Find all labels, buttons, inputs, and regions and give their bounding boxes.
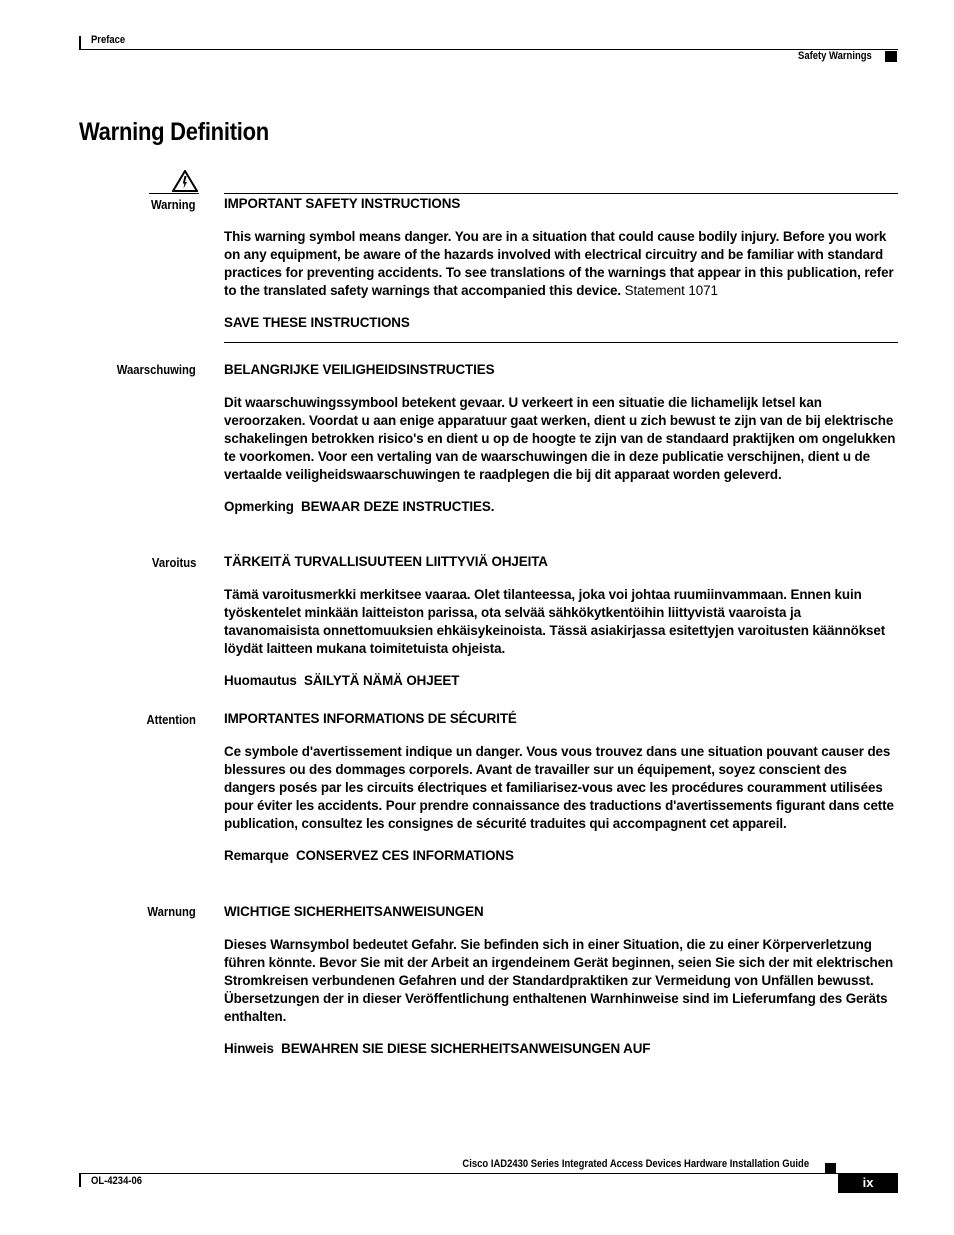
note-label: Opmerking (224, 499, 294, 514)
note-text: BEWAAR DEZE INSTRUCTIES. (301, 499, 495, 514)
section-label-warning: Warning (151, 198, 196, 212)
section-heading: TÄRKEITÄ TURVALLISUUTEEN LIITTYVIÄ OHJEITA (224, 554, 548, 569)
section-heading: IMPORTANT SAFETY INSTRUCTIONS (224, 196, 461, 211)
warning-triangle-icon (172, 170, 198, 192)
warning-icon-rule (149, 193, 199, 194)
statement-number: Statement 1071 (624, 283, 718, 298)
section-body: Dit waarschuwingssymbool betekent gevaar. U verkeert in een situatie die lichamelijk letsel kan veroorzaken. Voordat u aan enige apparatuur gaat werken, dient u zich bewust te zijn van de bij elektrische schakelingen betrokken risico's en dient u op de hoogte te zijn van de standaard praktijken om ongelukken te voorkomen. Voor een vertaling van de waarschuwingen die in deze publicatie verschijnen, dient u de vertaalde veiligheidswaarschuwingen te raadplegen die bij dit apparaat worden geleverd. (224, 395, 896, 482)
note-label: Hinweis (224, 1041, 274, 1056)
note-text: SÄILYTÄ NÄMÄ OHJEET (304, 673, 460, 688)
header-marker (885, 51, 897, 62)
section-heading: WICHTIGE SICHERHEITSANWEISUNGEN (224, 904, 484, 919)
page-number: ix (862, 1175, 874, 1190)
section-body: Dieses Warnsymbol bedeutet Gefahr. Sie befinden sich in einer Situation, die zu einer Körperverletzung führen könnte. Bevor Sie mit der Arbeit an irgendeinem Gerät beginnen, seien Sie sich der mit elektrischen Stromkreisen verbundenen Gefahren und der Standardpraktiken zur Vermeidung von Unfällen bewusst. Übersetzungen der in dieser Veröffentlichung enthaltenen Warnhinweise sind im Lieferumfang des Geräts enthalten. (224, 937, 894, 1024)
footer-rule (79, 1173, 839, 1174)
section-body: Ce symbole d'avertissement indique un danger. Vous vous trouvez dans une situation pouvant causer des blessures ou des dommages corporels. Avant de travailler sur un équipement, soyez conscient des dangers posés par les circuits électriques et familiarisez-vous avec les procédures couramment utilisées pour éviter les accidents. Pour prendre connaissance des traductions d'avertissements figurant dans cette publication, consultez les consignes de sécurité traduites qui accompagnent cet appareil. (224, 744, 894, 831)
section-warning-nl (224, 361, 898, 516)
section-label-german: Warnung (147, 905, 196, 919)
section-heading: BELANGRIJKE VEILIGHEIDSINSTRUCTIES (224, 362, 495, 377)
section-warning-fi (224, 553, 898, 690)
page-title: Warning Definition (79, 118, 269, 146)
footer-left-bar (79, 1173, 81, 1187)
header-section: Safety Warnings (798, 50, 872, 62)
section-note: SAVE THESE INSTRUCTIONS (224, 315, 410, 330)
section-body: Tämä varoitusmerkki merkitsee vaaraa. Olet tilanteessa, joka voi johtaa ruumiinvammaan. Ennen kuin työskentelet minkään laitteiston parissa, ota selvää sähkökytkentöihin liittyvistä vaaroista ja tavanomaisista onnettomuuksien ehkäisykeinoista. Tässä asiakirjassa esitettyjen varoitusten käännökset löydät laitteen mukana toimitetuista ohjeista. (224, 587, 886, 656)
section-warning-fr (224, 710, 898, 865)
section-body-text: This warning symbol means danger. You are in a situation that could cause bodily injury. Before you work on any equipment, be aware of the hazards involved with electrical circuitry and be familiar with standard practices for preventing accidents. To see translations of the warnings that appear in this publication, refer to the translated safety warnings that accompanied this device. (224, 229, 894, 298)
header-left-bar (79, 36, 81, 50)
note-label: Huomautus (224, 673, 297, 688)
section-note (224, 1040, 898, 1058)
note-text: CONSERVEZ CES INFORMATIONS (295, 848, 514, 863)
footer-guide-title: Cisco IAD2430 Series Integrated Access Devices Hardware Installation Guide (462, 1158, 809, 1170)
section-warning-de (224, 903, 898, 1058)
section-body (224, 228, 898, 300)
note-label: Remarque (224, 848, 289, 863)
footer-doc-number: OL-4234-06 (91, 1175, 143, 1187)
section-label-dutch: Waarschuwing (117, 363, 196, 377)
section-note (224, 847, 898, 865)
section-rule (224, 342, 898, 343)
section-label-finnish: Varoitus (151, 556, 196, 570)
section-label-french: Attention (146, 713, 196, 727)
section-note (224, 498, 898, 516)
note-text: BEWAHREN SIE DIESE SICHERHEITSANWEISUNGEN AUF (281, 1041, 651, 1056)
section-heading: IMPORTANTES INFORMATIONS DE SÉCURITÉ (224, 711, 517, 726)
section-rule (224, 193, 898, 194)
header-rule (79, 49, 898, 50)
section-note (224, 672, 898, 690)
header-chapter: Preface (91, 34, 126, 46)
section-warning-en (224, 195, 898, 332)
